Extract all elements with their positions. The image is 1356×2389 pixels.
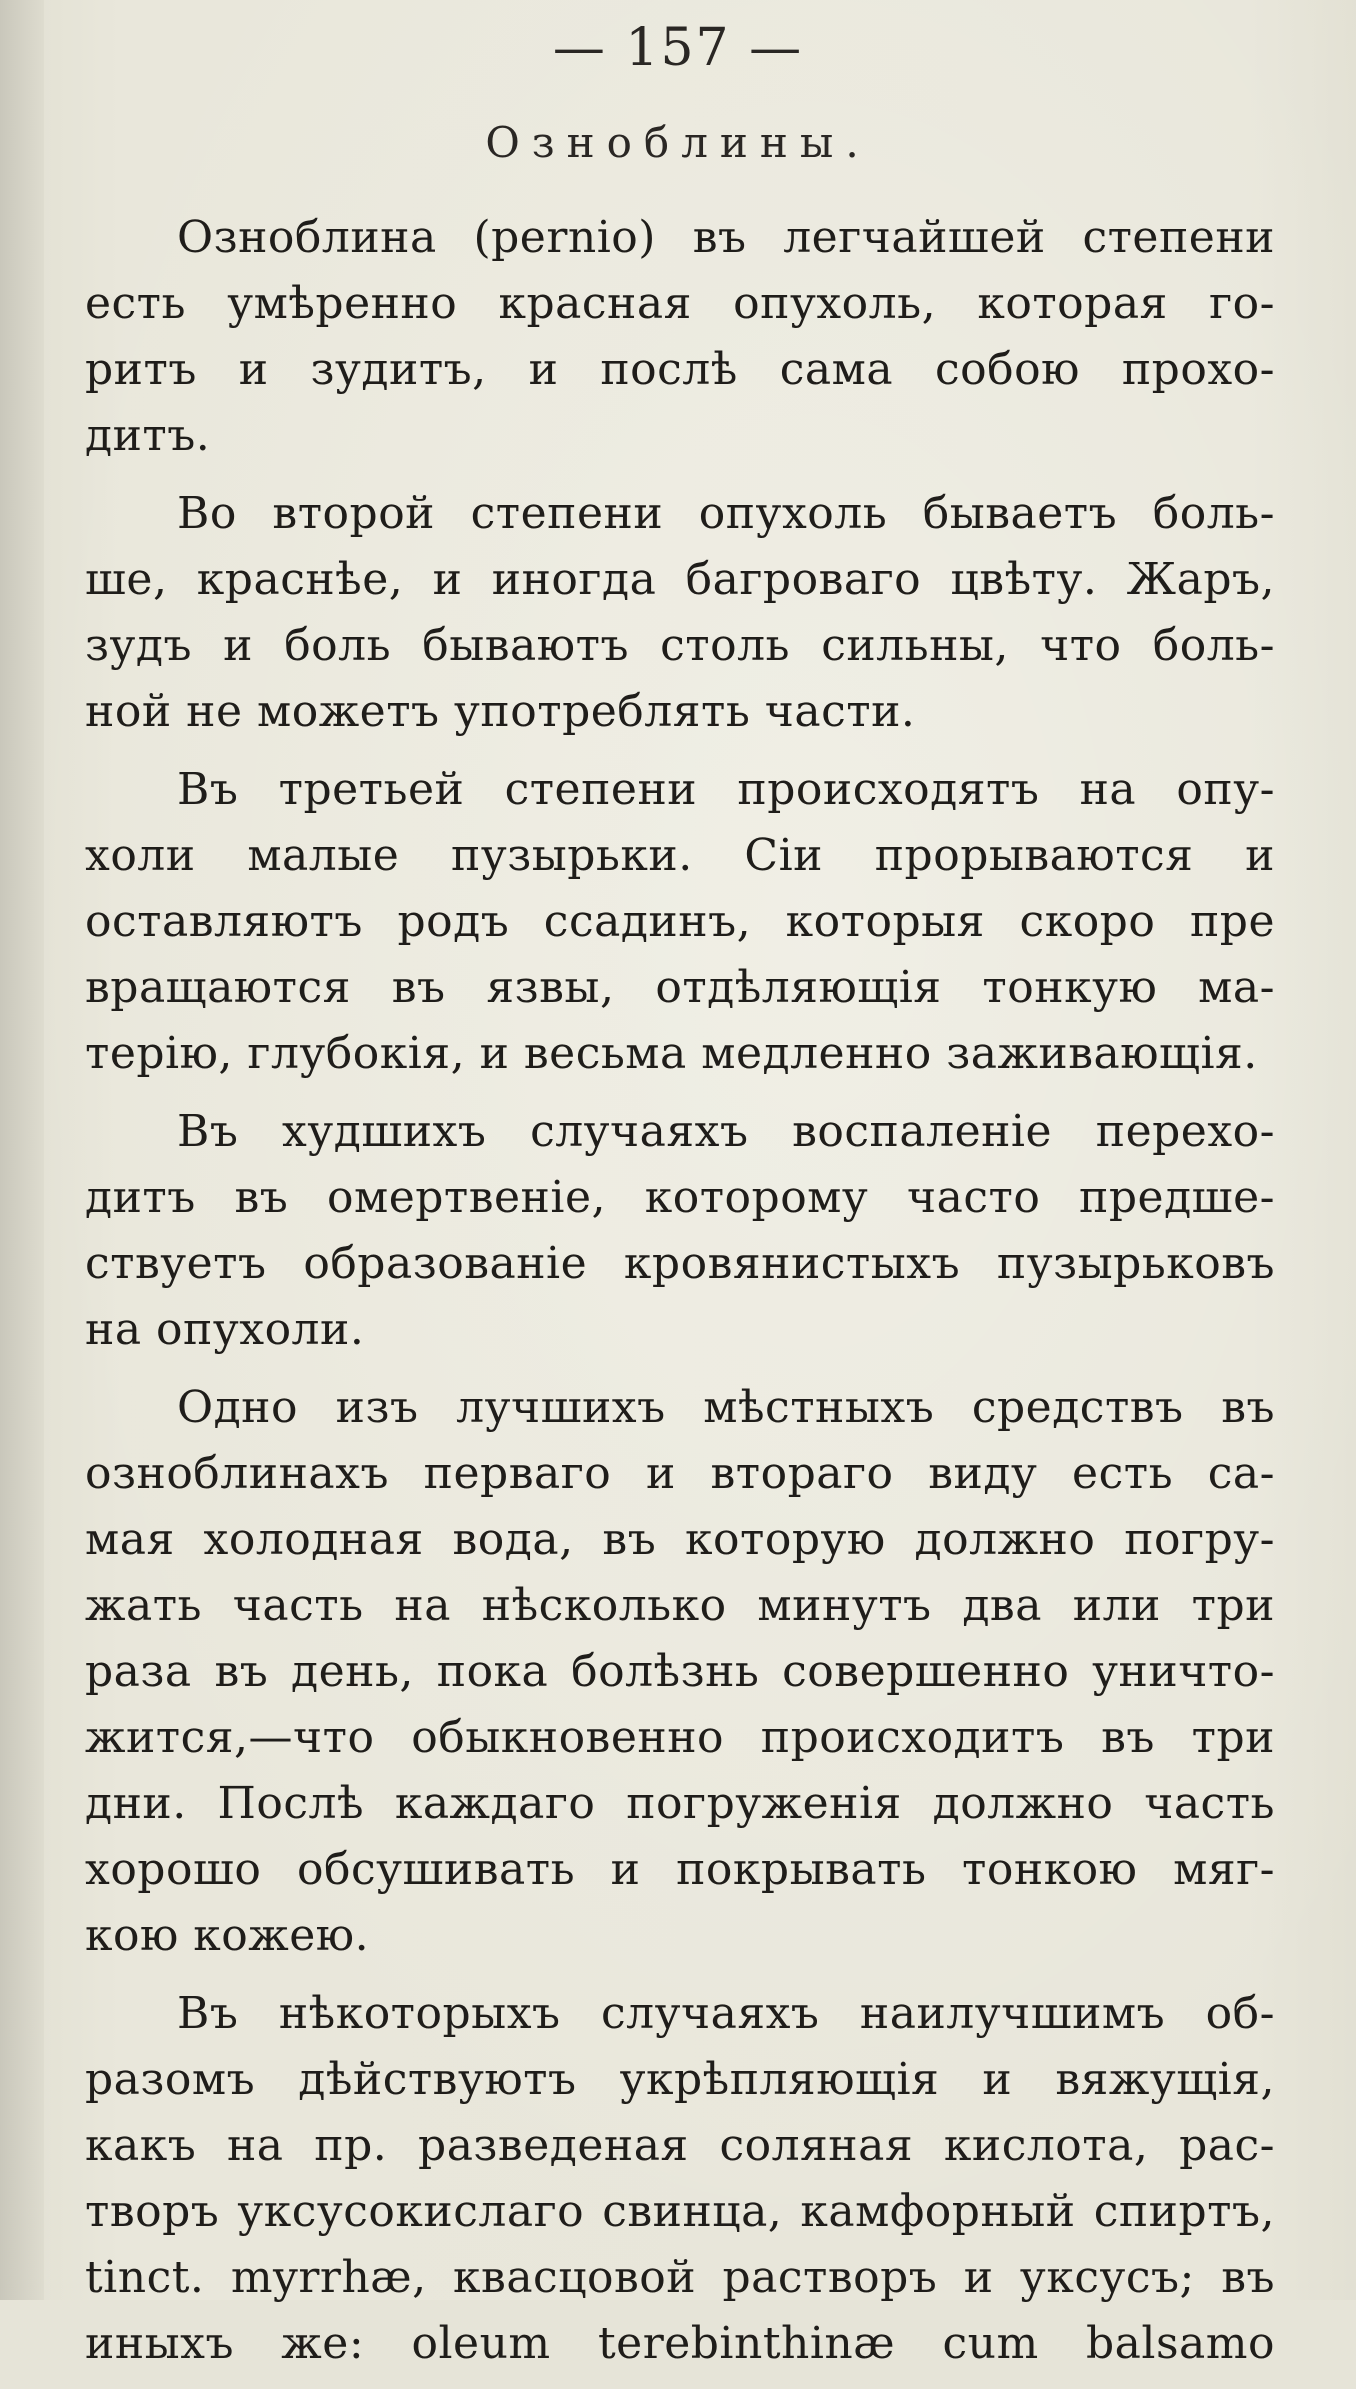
text-line: Одно изъ лучшихъ мѣстныхъ средствъ въ xyxy=(177,1382,1275,1433)
text-line: оставляютъ родъ ссадинъ, которыя скоро пре xyxy=(85,896,1275,947)
text-line: какъ на пр. разведеная соляная кислота, рас- xyxy=(85,2120,1275,2171)
text-line: кою кожею. xyxy=(85,1910,370,1961)
page-number: — 157 — xyxy=(552,18,804,78)
paragraph-1 xyxy=(85,205,1275,469)
text-line: хорошо обсушивать и покрывать тонкою мяг- xyxy=(85,1844,1275,1895)
text-line: раза въ день, пока болѣзнь совершенно уничто- xyxy=(85,1646,1275,1697)
text-line: Въ худшихъ случаяхъ воспаленіе перехо- xyxy=(177,1106,1275,1157)
paragraph-5 xyxy=(85,1375,1275,1969)
text-line: Озноблина (pernio) въ легчайшей степени xyxy=(177,212,1275,263)
text-line: вращаются въ язвы, отдѣляющія тонкую ма- xyxy=(85,962,1275,1013)
text-line: дитъ въ омертвеніе, которому часто предше- xyxy=(85,1172,1275,1223)
text-line: иныхъ же: oleum terebinthinæ cum balsamo xyxy=(85,2318,1275,2369)
text-line: дни. Послѣ каждаго погруженія должно часть xyxy=(85,1778,1275,1829)
text-line: жать часть на нѣсколько минутъ два или три xyxy=(85,1580,1275,1631)
text-line: ствуетъ образованіе кровянистыхъ пузырьковъ xyxy=(85,1238,1275,1289)
text-line: на опухоли. xyxy=(85,1304,365,1355)
paragraph-4 xyxy=(85,1099,1275,1363)
body-text xyxy=(85,205,1275,2389)
text-line: мая холодная вода, въ которую должно погру- xyxy=(85,1514,1275,1565)
text-line: Во второй степени опухоль бываетъ боль- xyxy=(177,488,1275,539)
section-title: Озноблины. xyxy=(485,118,871,167)
text-line: Въ третьей степени происходятъ на опу- xyxy=(177,764,1275,815)
text-line: tinct. myrrhæ, квасцовой растворъ и уксусъ; въ xyxy=(85,2252,1275,2303)
text-line: зудъ и боль бываютъ столь сильны, что боль- xyxy=(85,620,1275,671)
text-line: ритъ и зудитъ, и послѣ сама собою прохо- xyxy=(85,344,1275,395)
text-line: есть умѣренно красная опухоль, которая го- xyxy=(85,278,1275,329)
paragraph-6 xyxy=(85,1981,1275,2377)
text-line: холи малые пузырьки. Сіи прорываются и xyxy=(85,830,1275,881)
text-line: дитъ. xyxy=(85,410,211,461)
text-line: ше, краснѣе, и иногда багроваго цвѣту. Жаръ, xyxy=(85,554,1275,605)
text-line: ной не можетъ употреблять части. xyxy=(85,686,916,737)
page-gutter-shadow xyxy=(0,0,44,2300)
text-line: Въ нѣкоторыхъ случаяхъ наилучшимъ об- xyxy=(177,1988,1275,2039)
text-line: озноблинахъ перваго и втораго виду есть са- xyxy=(85,1448,1275,1499)
text-line: разомъ дѣйствуютъ укрѣпляющія и вяжущія, xyxy=(85,2054,1275,2105)
paragraph-2 xyxy=(85,481,1275,745)
paragraph-3 xyxy=(85,757,1275,1087)
text-line: жится,—что обыкновенно происходитъ въ три xyxy=(85,1712,1275,1763)
text-line: терію, глубокія, и весьма медленно заживающія. xyxy=(85,1028,1258,1079)
text-line: творъ уксусокислаго свинца, камфорный спиртъ, xyxy=(85,2186,1275,2237)
